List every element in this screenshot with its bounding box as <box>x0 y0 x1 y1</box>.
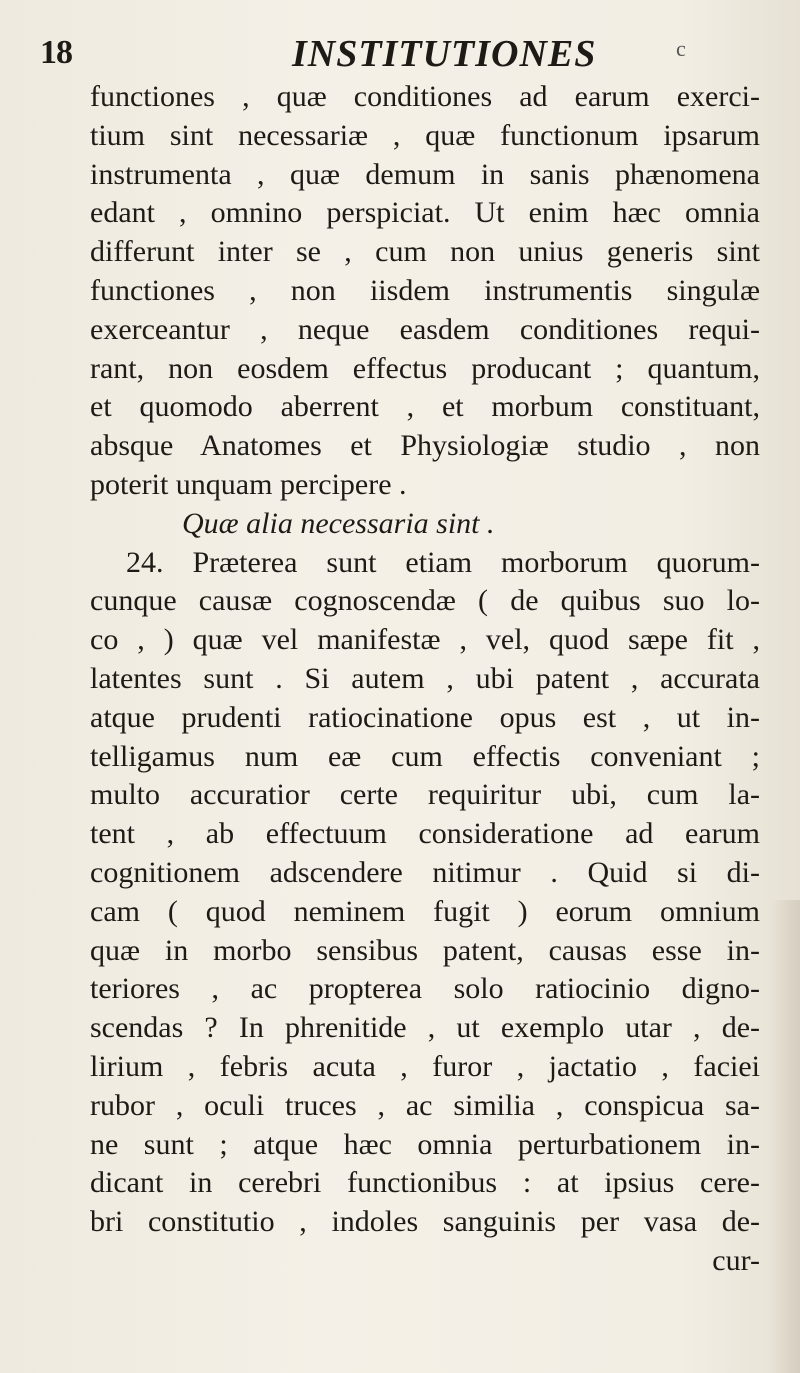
paragraph-line: co , ) quæ vel manifestæ , vel, quod sæpe fit , <box>90 623 760 657</box>
body-line: differunt inter se , cum non unius generis sint <box>90 235 760 269</box>
paragraph-line: ne sunt ; atque hæc omnia perturbationem in- <box>90 1127 760 1161</box>
body-line: functiones , non iisdem instrumentis singulæ <box>90 273 760 307</box>
paragraph-line: telligamus num eæ cum effectis conveniant ; <box>90 739 760 773</box>
body-line: functiones , quæ conditiones ad earum exerci- <box>90 80 760 113</box>
paragraph-line: lirium , febris acuta , furor , jactatio , faciei <box>90 1049 760 1083</box>
page-number: 18 <box>40 34 72 71</box>
body-line: tium sint necessariæ , quæ functionum ipsarum <box>90 118 760 152</box>
text-block <box>90 78 760 1281</box>
header-mark: c <box>676 36 686 61</box>
paragraph-line: atque prudenti ratiocinatione opus est , ut in- <box>90 700 760 734</box>
paragraph-line: rubor , oculi truces , ac similia , conspicua sa- <box>90 1088 760 1122</box>
catchword: cur- <box>712 1243 760 1277</box>
body-line: instrumenta , quæ demum in sanis phænomena <box>90 157 760 191</box>
paragraph-line: quæ in morbo sensibus patent, causas esse in- <box>90 933 760 967</box>
running-head: INSTITUTIONES <box>292 33 597 75</box>
paragraph-line: 24. Præterea sunt etiam morborum quorum- <box>126 545 760 579</box>
paragraph-line: bri constitutio , indoles sanguinis per vasa de- <box>90 1205 760 1239</box>
section-subheading: Quæ alia necessaria sint . <box>182 506 495 540</box>
paragraph-line: cognitionem adscendere nitimur . Quid si di- <box>90 855 760 889</box>
body-line: rant, non eosdem effectus producant ; quantum, <box>90 351 760 385</box>
page-header <box>40 22 760 78</box>
body-line: exerceantur , neque easdem conditiones requi- <box>90 312 760 346</box>
body-line: edant , omnino perspiciat. Ut enim hæc omnia <box>90 196 760 230</box>
body-line: poterit unquam percipere . <box>90 467 407 501</box>
paragraph-line: multo accuratior certe requiritur ubi, cum la- <box>90 778 760 812</box>
paragraph-line: cunque causæ cognoscendæ ( de quibus suo lo- <box>90 584 760 618</box>
paragraph-line: tent , ab effectuum consideratione ad earum <box>90 817 760 851</box>
paragraph-line: latentes sunt . Si autem , ubi patent , accurata <box>90 661 760 695</box>
body-line: et quomodo aberrent , et morbum constituant, <box>90 390 760 424</box>
paragraph-line: teriores , ac propterea solo ratiocinio digno- <box>90 972 760 1006</box>
paragraph-line: scendas ? In phrenitide , ut exemplo utar , de- <box>90 1011 760 1045</box>
paragraph-line: dicant in cerebri functionibus : at ipsius cere- <box>90 1166 760 1200</box>
paragraph-line: cam ( quod neminem fugit ) eorum omnium <box>90 894 760 928</box>
page-edge-shadow <box>770 900 800 1373</box>
body-line: absque Anatomes et Physiologiæ studio , non <box>90 429 760 463</box>
